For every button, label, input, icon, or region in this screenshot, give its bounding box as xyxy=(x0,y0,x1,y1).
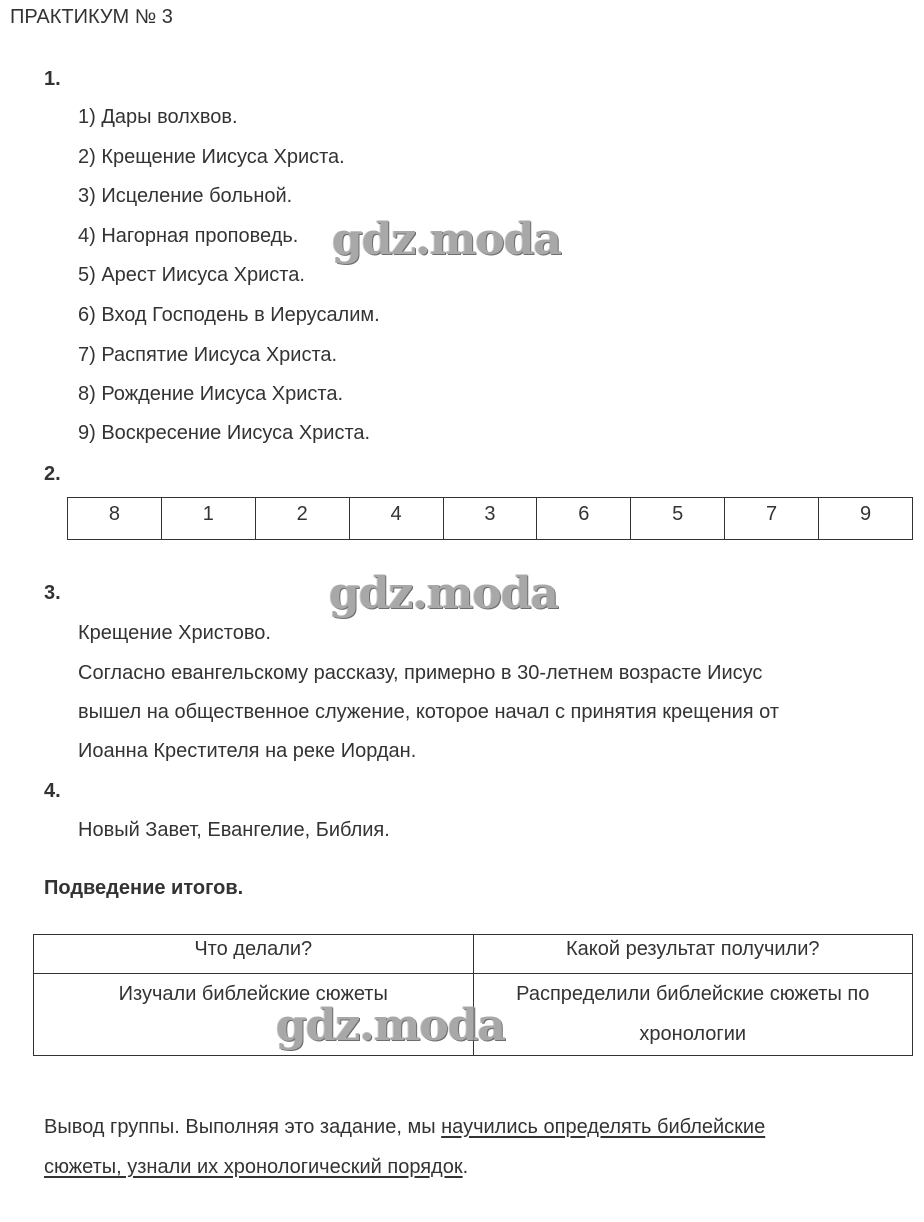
task-3-line: Согласно евангельскому рассказу, примерно в 30-летнем возрасте Иисус xyxy=(78,662,763,684)
watermark-logo: gdz.moda xyxy=(329,568,559,619)
list-item: 5) Арест Иисуса Христа. xyxy=(78,264,305,286)
summary-col2-value xyxy=(473,974,913,1056)
sequence-cell: 8 xyxy=(68,498,162,540)
summary-col2-line: Распределили библейские сюжеты по xyxy=(516,983,870,1005)
task-3-number: 3. xyxy=(44,582,61,604)
conclusion-line-2 xyxy=(44,1156,468,1179)
list-item: 4) Нагорная проповедь. xyxy=(78,225,299,247)
conclusion-prefix: Вывод группы. Выполняя это задание, мы xyxy=(44,1116,442,1138)
watermark-logo: gdz.moda xyxy=(276,1000,506,1051)
table-row xyxy=(68,498,913,540)
task-3-title: Крещение Христово. xyxy=(78,622,271,644)
sequence-cell: 3 xyxy=(443,498,537,540)
sequence-cell: 7 xyxy=(725,498,819,540)
task-3-line: вышел на общественное служение, которое начал с принятия крещения от xyxy=(78,701,780,723)
watermark-logo: gdz.moda xyxy=(332,214,562,265)
task-3-line: Иоанна Крестителя на реке Иордан. xyxy=(78,740,417,762)
list-item: 2) Крещение Иисуса Христа. xyxy=(78,146,345,168)
conclusion-underlined: научились определять библейские xyxy=(441,1116,766,1138)
list-item: 7) Распятие Иисуса Христа. xyxy=(78,344,338,366)
list-item: 6) Вход Господень в Иерусалим. xyxy=(78,304,380,326)
sequence-cell: 6 xyxy=(537,498,631,540)
list-item: 8) Рождение Иисуса Христа. xyxy=(78,383,344,405)
summary-col2-header: Какой результат получили? xyxy=(473,935,913,974)
conclusion-suffix: . xyxy=(462,1156,469,1178)
task-4-number: 4. xyxy=(44,780,61,802)
summary-col1-value: Изучали библейские сюжеты xyxy=(34,974,474,1056)
conclusion-line-1 xyxy=(44,1116,765,1139)
list-item: 1) Дары волхвов. xyxy=(78,106,238,128)
conclusion-underlined: сюжеты, узнали их хронологический порядок xyxy=(44,1156,463,1178)
sequence-cell: 2 xyxy=(255,498,349,540)
task-2-number: 2. xyxy=(44,463,61,485)
sequence-cell: 1 xyxy=(161,498,255,540)
task-4-answer: Новый Завет, Евангелие, Библия. xyxy=(78,819,390,841)
table-row xyxy=(34,935,913,974)
list-item: 9) Воскресение Иисуса Христа. xyxy=(78,422,371,444)
sequence-table xyxy=(67,497,913,540)
summary-col2-line: хронологии xyxy=(639,1023,747,1045)
sequence-cell: 5 xyxy=(631,498,725,540)
summary-col1-header: Что делали? xyxy=(34,935,474,974)
summary-heading: Подведение итогов. xyxy=(44,877,244,899)
sequence-cell: 9 xyxy=(819,498,913,540)
list-item: 3) Исцеление больной. xyxy=(78,185,293,207)
sequence-cell: 4 xyxy=(349,498,443,540)
page-title: ПРАКТИКУМ № 3 xyxy=(10,6,173,28)
task-1-number: 1. xyxy=(44,68,61,90)
